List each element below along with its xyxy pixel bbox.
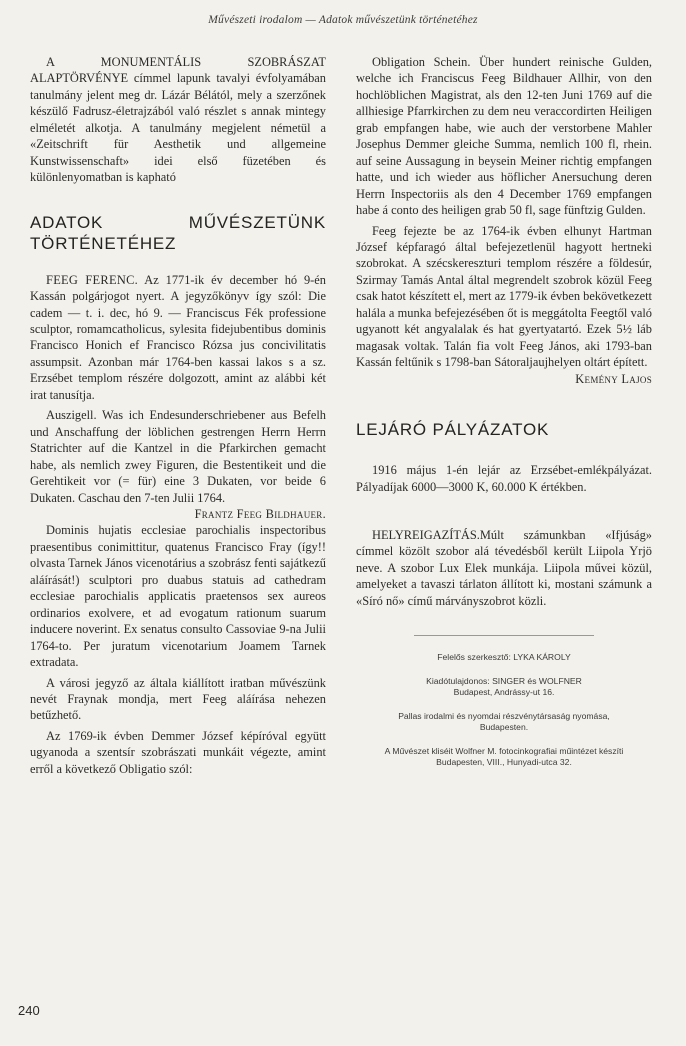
right-column bbox=[356, 54, 652, 769]
page-number: 240 bbox=[18, 1003, 40, 1018]
author-signature: Kemény Lajos bbox=[575, 371, 652, 386]
feeg-name: FEEG FERENC. bbox=[46, 272, 139, 287]
dominis-paragraph: Dominis hujatis ecclesiae parochialis inspectoribus praesentibus conimittitur, quatenus Francisco Fray (így!! olvasta Tarnek János vicenotárius a szobrász fenti sajátkezű aláírását!) sculptori pro duabus statuis ad cathedram ecclesiae parochialis applicatis praetensos sex aureos ordinarios exolvere, et ad evogatum rationum suarum inducere noverint. Ex senatus consulto Cassoviae 9-na Julii 1764-to. Per juratum vicenotarium Joamem Tarnek extradata. bbox=[30, 523, 326, 670]
section-heading-adatok: ADATOK MŰVÉSZETÜNK TÖRTÉNETÉHEZ bbox=[30, 212, 326, 253]
helyreigazitas-text: Múlt számunkban «Ifjúság» címmel közölt szobor alá tévedésből került Liipola Yrjö neve. A szobor Lux Elek munkája. Liipola művei közül, amelyeket a tavaszi tárlaton állított ki, mostani számunk a «Síró nő» című márványszobrot közli. bbox=[356, 527, 652, 608]
varosi-paragraph: A városi jegyző az általa kiállított iratban művészünk nevét Fraynak mondja, mert Feeg aláírása nehezen betűzhető. bbox=[30, 675, 326, 723]
helyreigazitas-paragraph bbox=[356, 527, 652, 609]
intro-paragraph: A MONUMENTÁLIS SZOBRÁSZAT ALAPTÖRVÉNYE címmel lapunk tavalyi évfolyamában tanulmány jelent meg dr. Lázár Bélától, mely a szerzőnek készülő Fadrusz-életrajzából való részlet s annak mintegy elméletét alkotja. A tanulmány megjelent németül a «Zeitschrift für Aesthetik und allgemeine Kunstwissenschaft» idei első füzetében és különlenyomatban is kapható bbox=[30, 55, 326, 185]
imprint-publisher bbox=[356, 676, 652, 699]
fejezte-paragraph bbox=[356, 223, 652, 386]
imprint-publisher-line1: Kiadótulajdonos: SINGER és WOLFNER bbox=[426, 675, 582, 686]
imprint-editor: Felelős szerkesztő: LYKA KÁROLY bbox=[437, 652, 571, 663]
running-head: Művészeti irodalom — Adatok művészetünk történetéhez bbox=[208, 14, 478, 26]
imprint-printer-line1: Pallas irodalmi és nyomdai részvénytársaság nyomása, bbox=[398, 710, 610, 721]
spacer bbox=[356, 499, 652, 527]
fejezte-text: Feeg fejezte be az 1764-ik évben elhunyt Hartman József képfaragó által befejezetlenül hagyott hertneki szobrokat. A szécskereszturi templom részére a földesúr, Szirmay Tamás Antal által megrendelt szobrok közül Feeg csak hatot készített el, mert az 1779-ik évben bekövetkezett halála a munka befejezésében őt is meggátolta Feegtől való ugyanott két angyalalak és hat gyertyatartó. Ezek 5½ láb magasak voltak. Talán fia volt Feeg János, aki 1793-ban Kassán feltűnik s 1798-ban Sátoraljaujhelyen oltárt épített. bbox=[356, 223, 652, 370]
palyazat-paragraph: 1916 május 1-én lejár az Erzsébet-emlékpályázat. Pályadíjak 6000—3000 K, 60.000 K értékben. bbox=[356, 463, 652, 494]
section-heading-lejaro: LEJÁRÓ PÁLYÁZATOK bbox=[356, 420, 550, 440]
imprint-printer-line2: Budapesten. bbox=[479, 722, 529, 733]
feeg-text: Az 1771-ik év december hó 9-én Kassán polgárjogot nyert. A jegyzőkönyv így szól: Die cadem — t. i. dec, hó 9. — Franciscus Fék professione sculptor, romamcatholicus, sylesita fidejubentibus dominis Francisco Honich ef Francisco Rózsa jus concivilitatis assumpsit. Azonban már 1764-ben kassai lakos s a sz. Erzsébet templom részére dolgozott, amint az alábbi két irat tanusítja. bbox=[30, 272, 326, 402]
demmer-paragraph: Az 1769-ik évben Demmer József képíróval együtt ugyanoda a szentsír szobrászati munkáit végezte, amint erről a következő Obligatio szól: bbox=[30, 728, 326, 776]
obligation-paragraph: Obligation Schein. Über hundert reinische Gulden, welche ich Franciscus Feeg Bildhauer Allhir, von den hochlöblichen Magistrat, als den 12-ten Juni 1769 auf die allhiesige Pfarrkirchen zu dem neu veraccordirten Heiligen grab empfangen habe, wie auch der verstorbene Mahler Josephus Demmer gleiche Summa, nemlich 100 fl, rhein. auf seine Aussagung in beysein Meiner richtig empfangen hatte, und ich wieder aus höflicher Anersuchung deren Herrn Inspectoriis als den 4 December 1769 empfangen habe á conto des heiligen grab 50 fl, sage fünftzig Gulden. bbox=[356, 55, 652, 218]
left-column bbox=[30, 54, 326, 781]
helyreigazitas-label: HELYREIGAZÍTÁS. bbox=[372, 527, 480, 542]
imprint-block bbox=[356, 652, 652, 769]
imprint-cliche-line1: A Művészet kliséit Wolfner M. fotocinkografiai műintézet készíti bbox=[384, 745, 624, 756]
imprint-cliche-line2: Budapesten, VIII., Hunyadi-utca 32. bbox=[436, 757, 572, 768]
imprint-printer bbox=[356, 711, 652, 734]
imprint-cliche bbox=[356, 746, 652, 769]
imprint-publisher-line2: Budapest, Andrássy-ut 16. bbox=[453, 687, 555, 698]
auszigell-paragraph bbox=[30, 407, 326, 521]
imprint-divider bbox=[414, 635, 594, 636]
auszigell-signature: Frantz Feeg Bildhauer. bbox=[194, 506, 326, 521]
auszigell-text: Auszigell. Was ich Endesunderschriebener aus Befelh und Anschaffung der löblichen gestrengen Herrn Herrn Statrichter auf die Kantzel in die Pfarkirchen gemacht habe, als nemlich zwey Figuren, die Bestentikeit und die Gerehtikeit vor (= für) eine 3 Dukaten, vor beide 6 Dukaten. Caschau den 7-ten Julii 1764. bbox=[30, 408, 326, 505]
feeg-paragraph bbox=[30, 272, 326, 404]
